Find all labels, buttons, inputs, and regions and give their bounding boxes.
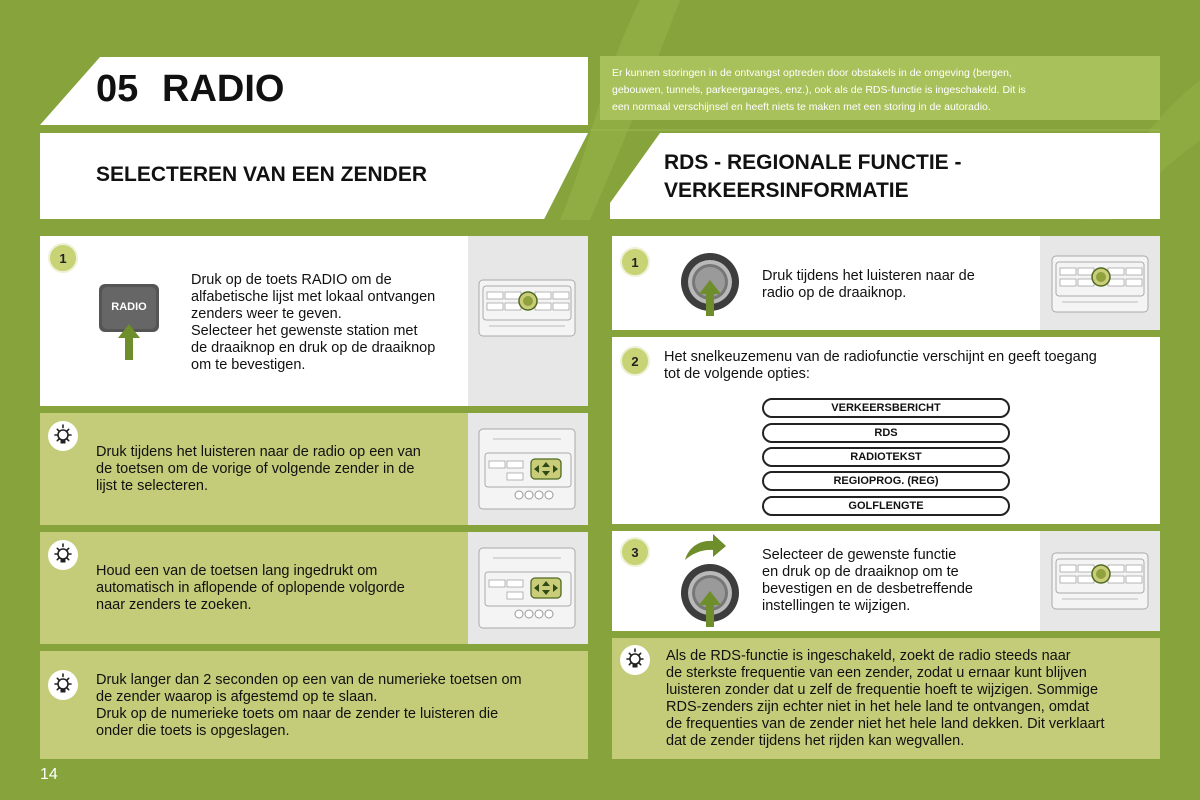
left-section-title: SELECTEREN VAN EEN ZENDER [96, 163, 427, 186]
right-step3-illustration [1040, 531, 1160, 631]
knob-icon [680, 252, 740, 322]
bulb-icon [620, 645, 650, 675]
menu-option-regioprog[interactable]: REGIOPROG. (REG) [762, 471, 1010, 491]
menu-option-verkeersbericht[interactable]: VERKEERSBERICHT [762, 398, 1010, 418]
radio-button-label: RADIO [111, 301, 147, 313]
right-step1-illustration [1040, 236, 1160, 330]
left-tip1-illustration [468, 413, 588, 525]
right-step2-text: Het snelkeuzemenu van de radiofunctie verschijnt en geeft toegang tot de volgende opties: [664, 349, 1097, 382]
left-tip1-text: Druk tijdens het luisteren naar de radio op een van de toetsen om de vorige of volgende zender in de lijst te selecteren. [96, 444, 421, 494]
step-badge: 3 [620, 537, 650, 567]
radio-panel-image [1040, 236, 1160, 330]
page-number: 14 [40, 766, 58, 783]
menu-option-golflengte[interactable]: GOLFLENGTE [762, 496, 1010, 516]
knob-icon [680, 563, 740, 633]
bulb-icon [48, 540, 78, 570]
menu-option-radiotekst[interactable]: RADIOTEKST [762, 447, 1010, 467]
left-step1-text: Druk op de toets RADIO om de alfabetische lijst met lokaal ontvangen zenders weer te geven. Selecteer het gewenste station met de draaiknop en druk op de draaiknop om te bevestigen. [191, 272, 436, 373]
radio-arrows-image [468, 413, 588, 525]
right-step1-text: Druk tijdens het luisteren naar de radio op de draaiknop. [762, 268, 975, 301]
left-tip3-text: Druk langer dan 2 seconden op een van de numerieke toetsen om de zender waarop is afgestemd op te slaan. Druk op de numerieke toets om naar de zender te luisteren die onder die toets is opgeslagen. [96, 672, 522, 739]
intro-note-text: Er kunnen storingen in de ontvangst optreden door obstakels in de omgeving (bergen, gebouwen, tunnels, parkeergarages, enz.), ook als de RDS-functie is ingeschakeld. Dit is een normaal verschijnsel en heeft niets te maken met een storing in de autoradio. [612, 67, 1026, 113]
bulb-icon [48, 421, 78, 451]
right-step3-text: Selecteer de gewenste functie en druk op de draaiknop om te bevestigen en de desbetreffende instellingen te wijzigen. [762, 547, 973, 614]
rotate-arrow-icon [683, 532, 727, 562]
left-step1-illustration [468, 236, 588, 406]
menu-option-rds[interactable]: RDS [762, 423, 1010, 443]
left-tip2-illustration [468, 532, 588, 644]
radio-panel-image [468, 236, 588, 406]
right-tip-text: Als de RDS-functie is ingeschakeld, zoekt de radio steeds naar de sterkste frequentie van een zender, zodat u ernaar kunt blijven luisteren zonder dat u zelf de frequentie hoeft te wijzigen. Sommige RDS-zenders zijn echter niet in het hele land te ontvangen, omdat de frequenties van de zender niet het hele land dekken. Dit verklaart dat de zender tijdens het rijden kan wegvallen. [666, 648, 1105, 749]
step-badge: 1 [48, 243, 78, 273]
radio-button-icon [99, 284, 159, 362]
radio-arrows-image [468, 532, 588, 644]
chapter-number: 05 [96, 68, 139, 110]
left-tip2-text: Houd een van de toetsen lang ingedrukt om automatisch in aflopende of oplopende volgorde naar zenders te zoeken. [96, 563, 405, 613]
right-section-title: RDS - REGIONALE FUNCTIE - VERKEERSINFORMATIE [664, 151, 962, 202]
radio-panel-image [1040, 531, 1160, 631]
bulb-icon [48, 670, 78, 700]
step-badge: 1 [620, 247, 650, 277]
step-badge: 2 [620, 346, 650, 376]
chapter-title: RADIO [162, 68, 285, 110]
